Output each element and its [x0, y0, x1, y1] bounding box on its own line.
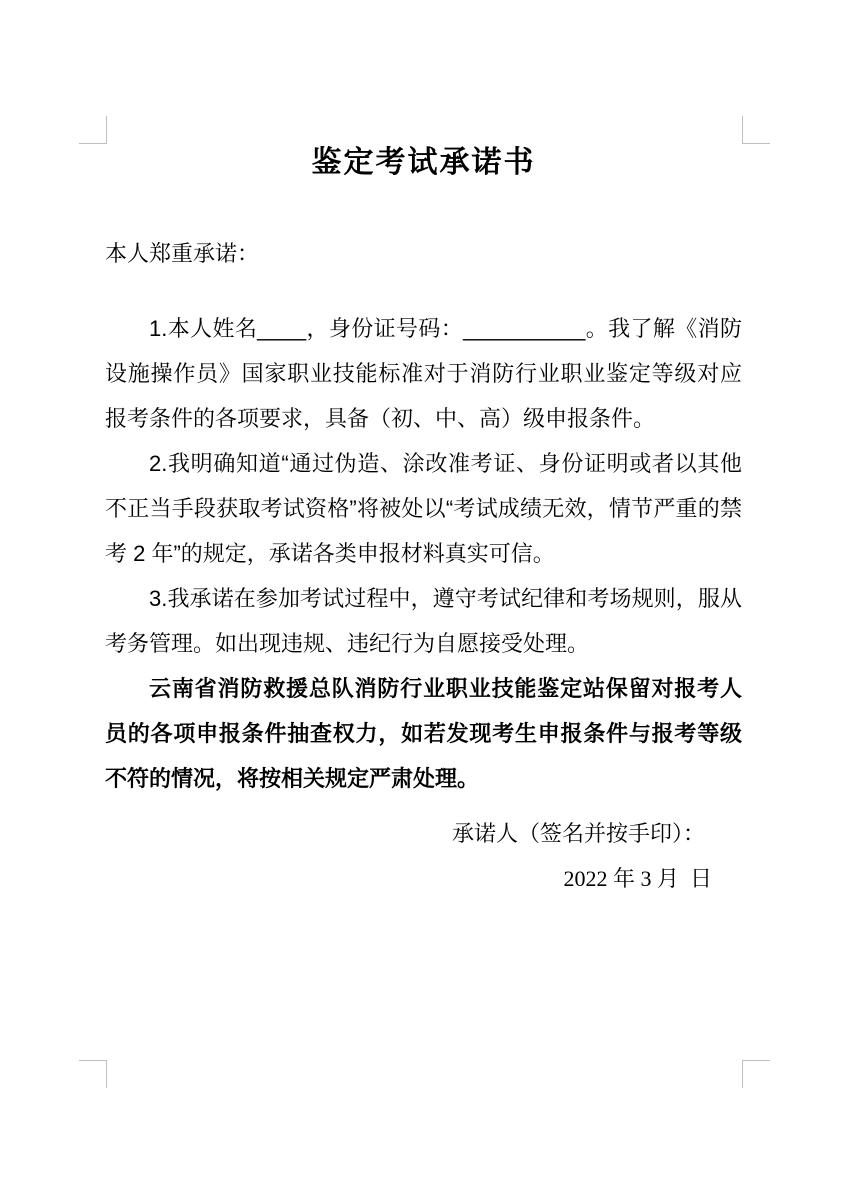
crop-mark-bottom-right [742, 1060, 770, 1088]
signer-label: 承诺人（签名并按手印）： [451, 821, 705, 846]
notice-paragraph: 云南省消防救援总队消防行业职业技能鉴定站保留对报考人员的各项申报条件抽查权力，如若发现考生申报条件与报考等级不符的情况，将按相关规定严肃处理。 [105, 676, 742, 791]
crop-mark-top-right [742, 116, 770, 144]
salutation-line: 本人郑重承诺： [105, 241, 260, 266]
paragraph-3: 3.我承诺在参加考试过程中，遵守考试纪律和考场规则，服从考务管理。如出现违规、违纪行为自愿接受处理。 [105, 586, 742, 656]
paragraph-1: 1.本人姓名____，身份证号码：__________。我了解《消防设施操作员》国家职业技能标准对于消防行业职业鉴定等级对应报考条件的各项要求，具备（初、中、高）级申报条件。 [105, 316, 742, 431]
signature-block [105, 811, 742, 901]
paragraph-2: 2.我明确知道“通过伪造、涂改准考证、身份证明或者以其他不正当手段获取考试资格”将被处以“考试成绩无效，情节严重的禁考 2 年”的规定，承诺各类申报材料真实可信。 [105, 451, 742, 566]
signature-date: 2022 年 3 月 日 [563, 866, 712, 891]
text-area [105, 0, 742, 901]
crop-mark-bottom-left [79, 1060, 107, 1088]
document-body [105, 306, 742, 801]
crop-mark-top-left [79, 116, 107, 144]
document-title: 鉴定考试承诺书 [311, 146, 536, 179]
